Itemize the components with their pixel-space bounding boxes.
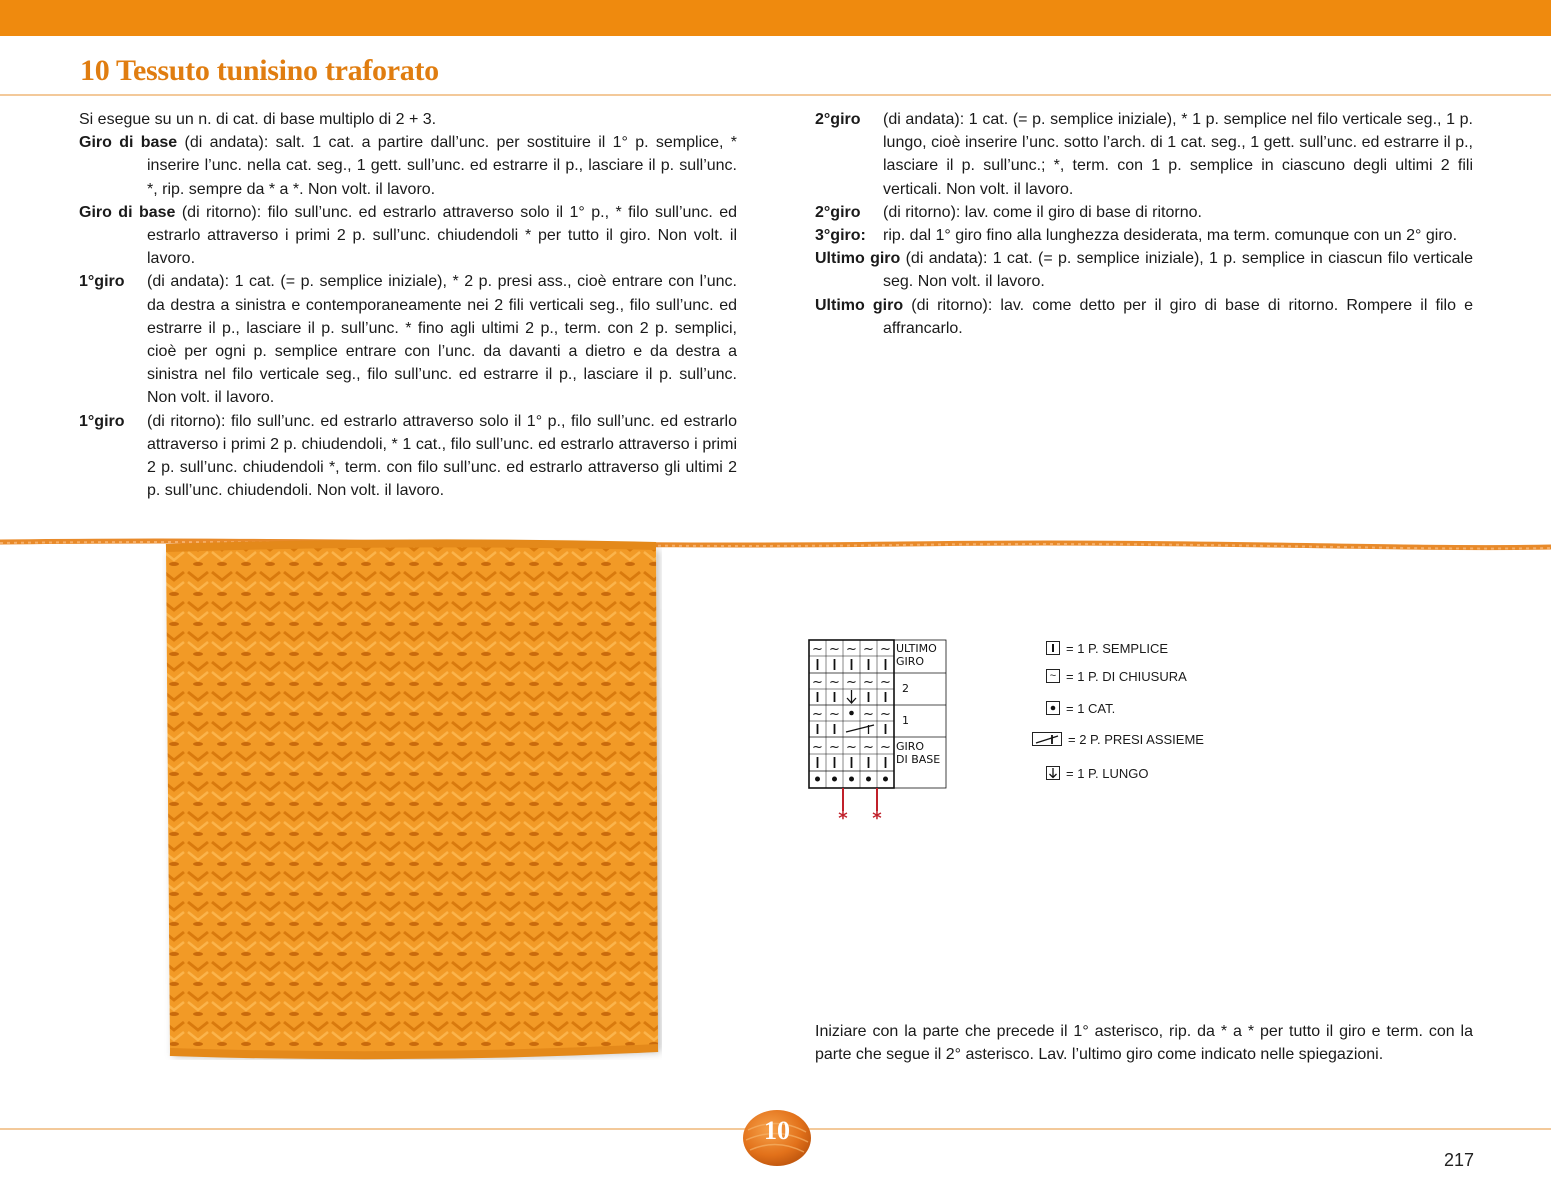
svg-text:~: ~ [880,740,891,755]
stitch-chart [806,637,948,822]
chart-label-giro-base: GIRO [896,740,925,753]
title-divider [0,94,1551,96]
arrow-down-icon [1046,766,1060,780]
chart-label-ultimo: ULTIMO [896,642,937,655]
legend-item [1046,700,1115,716]
instruction-text: rip. dal 1° giro fino alla lunghezza desiderata, ma term. comunque con un 2° giro. [883,227,1458,245]
svg-text:~: ~ [812,707,823,722]
instruction-text: (di andata): 1 cat. (= p. semplice iniziale), * 2 p. presi ass., cioè entrare con l’unc. da destra a sinistra e contemporaneamente nei 2 fili verticali seg., filo sull’unc. ed estrarre il p., lasciare il p. sull’unc. * fino agli ultimi 2 p., term. con 2 p. semplici, cioè per ogni p. semplice entrare con l’unc. da davanti a dietro e da destra a sinistra nel filo verticale seg., filo sull’unc. ed estrarre il p., lasciare il p. sull’unc. Non volt. il lavoro. [147,273,737,407]
instruction-base-row-return [79,201,737,271]
legend-text: = 1 CAT. [1066,700,1116,716]
chart-asterisk-right: * [872,808,882,822]
instruction-text: (di andata): 1 cat. (= p. semplice iniziale), * 1 p. semplice nel filo verticale seg., 1 p. lungo, cioè inserire l’unc. sotto l’arch. di 1 cat. seg., 1 gett. sull’unc. ed estrarre il p., lasciare il p. sull’unc.; *, term. con 1 p. semplice in ciascuno degli ultimi 2 fili verticali. Non volt. il lavoro. [883,111,1473,198]
chart-label-1: 1 [902,714,909,727]
legend-item [1046,668,1187,684]
instruction-last-row-return [815,294,1473,340]
instruction-row2-return [815,201,1473,224]
chart-legend [1030,640,1330,790]
legend-item [1046,640,1168,656]
svg-text:~: ~ [829,675,840,690]
vertical-bar-icon [1046,641,1060,655]
svg-text:~: ~ [863,675,874,690]
legend-text: = 1 P. DI CHIUSURA [1066,668,1187,684]
svg-text:~: ~ [880,642,891,657]
section-number: 10 [764,1116,790,1145]
chart-label-giro: GIRO [896,655,925,668]
instruction-row1-return [79,410,737,503]
instruction-label: 3°giro: [815,227,866,245]
top-color-band [0,0,1551,36]
instruction-text: (di andata): salt. 1 cat. a partire dall’unc. per sostituire il 1° p. semplice, * inserire l’unc. nella cat. seg., 1 gett. sull’unc. ed estrarre il p., lasciare il p. sull’unc. *, rip. sempre da * a *. Non volt. il lavoro. [147,134,738,198]
svg-text:~: ~ [846,642,857,657]
svg-text:~: ~ [880,707,891,722]
svg-text:~: ~ [829,740,840,755]
instruction-row3 [815,224,1473,247]
legend-item [1046,765,1149,781]
legend-item [1032,731,1204,747]
svg-text:~: ~ [846,675,857,690]
svg-text:~: ~ [863,707,874,722]
instruction-row1-forward [79,270,737,409]
instruction-label: 2°giro [815,203,861,221]
svg-text:~: ~ [863,642,874,657]
instruction-text: (di andata): 1 cat. (= p. semplice iniziale), 1 p. semplice in ciascun filo verticale seg. Non volt. il lavoro. [883,250,1473,291]
chart-note: Iniziare con la parte che precede il 1° asterisco, rip. da * a * per tutto il giro e term. con la parte che segue il 2° asterisco. Lav. l’ultimo giro come indicato nelle spiegazioni. [815,1023,1473,1064]
svg-text:~: ~ [846,740,857,755]
left-text-column [79,108,737,502]
svg-text:~: ~ [812,740,823,755]
svg-text:~: ~ [812,675,823,690]
svg-text:~: ~ [863,740,874,755]
svg-text:~: ~ [829,707,840,722]
instruction-text: (di ritorno): filo sull’unc. ed estrarlo attraverso solo il 1° p., filo sull’unc. ed estrarlo attraverso i primi 2 p. chiudendoli, * 1 cat., filo sull’unc. ed estrarlo attraverso i primi 2 p. sull’unc. chiudendoli *, term. con filo sull’unc. ed estrarlo attraverso gli ultimi 2 p. sull’unc. chiudendoli. Non volt. il lavoro. [147,412,737,500]
instruction-label: 1°giro [79,273,125,291]
knitted-swatch-photo [162,538,662,1060]
tilde-icon: ~ [1046,669,1060,683]
instruction-label: Ultimo giro [815,296,904,314]
instruction-text: (di ritorno): lav. come il giro di base di ritorno. [883,203,1202,221]
legend-text: = 1 P. SEMPLICE [1066,640,1169,656]
instruction-row2-forward [815,108,1473,201]
right-text-column [815,108,1473,340]
chart-label-2: 2 [902,682,909,695]
instruction-label: 1°giro [79,412,125,430]
two-together-icon [1032,732,1062,746]
svg-text:~: ~ [812,642,823,657]
instruction-label: Ultimo giro [815,250,901,268]
chart-asterisk-left: * [838,808,848,822]
instruction-label: 2°giro [815,111,861,128]
instruction-text: (di ritorno): lav. come detto per il giro di base di ritorno. Rompere il filo e affrancarlo. [883,296,1474,337]
instruction-base-row-forward [79,131,737,201]
instruction-label: Giro di base [79,203,176,221]
svg-text:~: ~ [829,642,840,657]
instruction-last-row-forward [815,247,1473,293]
page-title: 10 Tessuto tunisino traforato [80,54,439,87]
instruction-text: (di ritorno): filo sull’unc. ed estrarlo attraverso solo il 1° p., * filo sull’unc. ed estrarlo attraverso i primi 2 p. sull’unc. chiudendoli * per tutto il giro. Non volt. il lavoro. [147,203,737,268]
svg-text:~: ~ [880,675,891,690]
legend-text: = 2 P. PRESI ASSIEME [1068,731,1204,747]
page-number: 217 [1443,1150,1474,1170]
legend-text: = 1 P. LUNGO [1066,765,1149,781]
intro-paragraph: Si esegue su un n. di cat. di base multiplo di 2 + 3. [79,111,437,128]
dot-icon [1046,701,1060,715]
instruction-label: Giro di base [79,134,178,152]
chart-label-di-base: DI BASE [896,753,941,766]
